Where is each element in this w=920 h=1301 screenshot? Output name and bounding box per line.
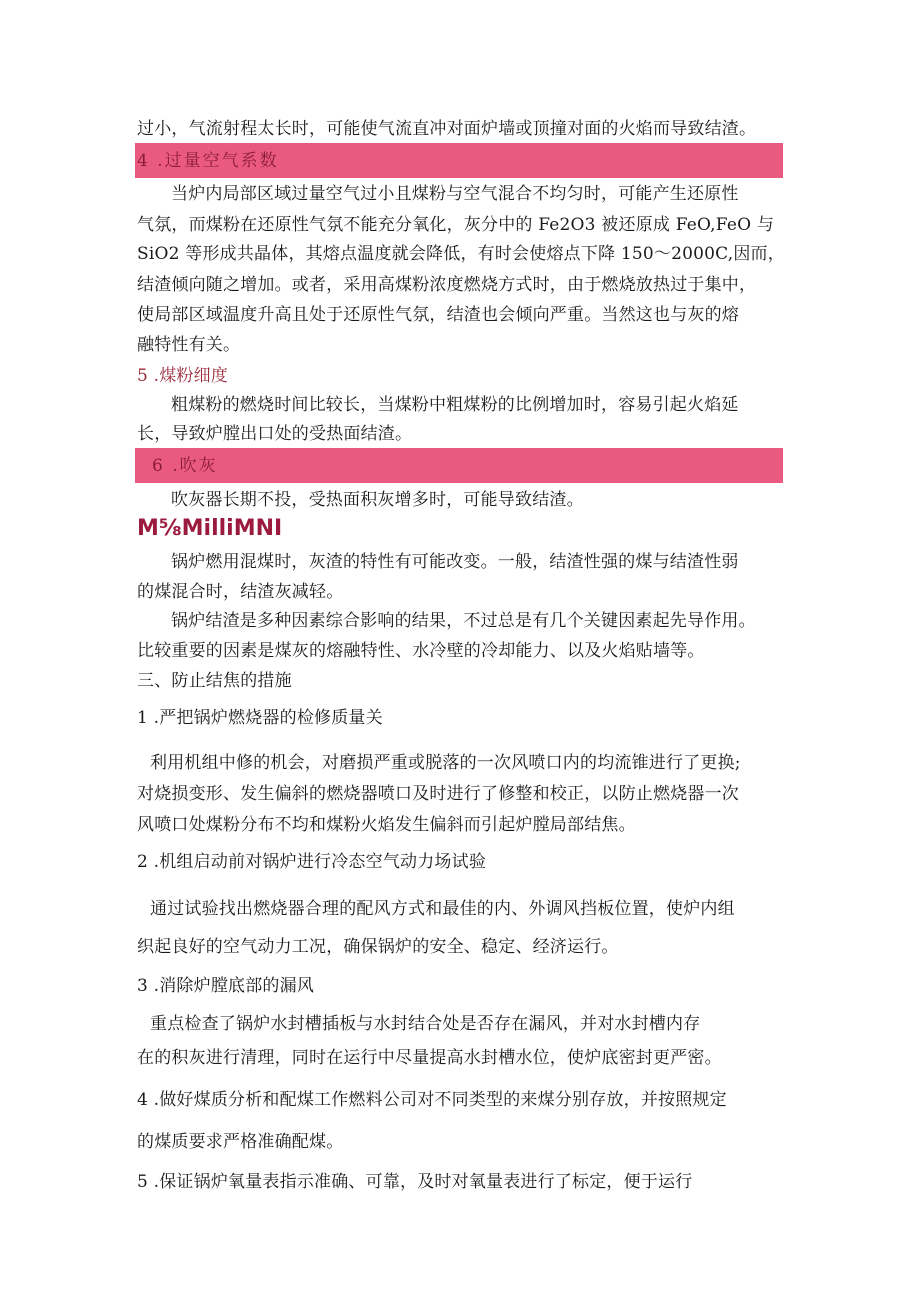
paragraph-line: 的煤质要求严格准确配煤。	[137, 1132, 344, 1152]
paragraph-line: 融特性有关。	[137, 335, 241, 355]
measure-heading: 4 .做好煤质分析和配煤工作燃料公司对不同类型的来煤分别存放，并按照规定	[137, 1090, 727, 1110]
paragraph-line: 锅炉结渣是多种因素综合影响的结果，不过总是有几个关键因素起先导作用。	[171, 611, 756, 631]
measure-heading: 5 .保证锅炉氧量表指示准确、可靠，及时对氧量表进行了标定，便于运行	[137, 1172, 693, 1192]
paragraph-line: 气氛，而煤粉在还原性气氛不能充分氧化，灰分中的 Fe2O3 被还原成 FeO,FeO 与	[137, 215, 775, 235]
paragraph-line: 的煤混合时，结渣灰减轻。	[137, 582, 344, 602]
paragraph-line: 结渣倾向随之增加。或者，采用高煤粉浓度燃烧方式时，由于燃烧放热过于集中，	[137, 275, 757, 295]
measure-heading: 1 .严把锅炉燃烧器的检修质量关	[137, 708, 383, 728]
paragraph-line: 通过试验找出燃烧器合理的配风方式和最佳的内、外调风挡板位置，使炉内组	[150, 899, 735, 919]
paragraph-line: 比较重要的因素是煤灰的熔融特性、水冷壁的冷却能力、以及火焰贴墙等。	[137, 641, 705, 661]
highlight-bar	[135, 448, 783, 483]
paragraph-line: 锅炉燃用混煤时，灰渣的特性有可能改变。一般，结渣性强的煤与结渣性弱	[171, 552, 739, 572]
garbled-heading: M⅝MilliMNI	[137, 516, 283, 541]
section-heading: 5 .煤粉细度	[137, 366, 229, 386]
paragraph-line: 织起良好的空气动力工况，确保锅炉的安全、稳定、经济运行。	[137, 937, 619, 957]
paragraph-line: 粗煤粉的燃烧时间比较长，当煤粉中粗煤粉的比例增加时，容易引起火焰延	[171, 395, 739, 415]
paragraph-line: 吹灰器长期不投，受热面积灰增多时，可能导致结渣。	[171, 490, 584, 510]
paragraph-line: 当炉内局部区域过量空气过小且煤粉与空气混合不均匀时，可能产生还原性	[171, 184, 739, 204]
paragraph-line: SiO2 等形成共晶体，其熔点温度就会降低，有时会使熔点下降 150～2000C,因而，	[137, 244, 785, 264]
paragraph-line: 重点检查了锅炉水封槽插板与水封结合处是否存在漏风，并对水封槽内存	[150, 1014, 701, 1034]
measure-heading: 3 .消除炉膛底部的漏风	[137, 976, 315, 996]
paragraph-line: 长，导致炉膛出口处的受热面结渣。	[137, 424, 413, 444]
section-heading: 6 .吹灰	[152, 456, 218, 476]
paragraph-line: 对烧损变形、发生偏斜的燃烧器喷口及时进行了修整和校正，以防止燃烧器一次	[137, 784, 739, 804]
paragraph-line: 使局部区域温度升高且处于还原性气氛，结渣也会倾向严重。当然这也与灰的熔	[137, 305, 739, 325]
section-heading: 4 .过量空气系数	[137, 151, 279, 171]
paragraph-line: 在的积灰进行清理，同时在运行中尽量提高水封槽水位，使炉底密封更严密。	[137, 1048, 722, 1068]
section-title: 三、防止结焦的措施	[137, 671, 292, 691]
measure-heading: 2 .机组启动前对锅炉进行冷态空气动力场试验	[137, 852, 487, 872]
paragraph-line: 过小，气流射程太长时，可能使气流直冲对面炉墙或顶撞对面的火焰而导致结渣。	[137, 119, 757, 139]
paragraph-line: 风喷口处煤粉分布不均和煤粉火焰发生偏斜而引起炉膛局部结焦。	[137, 815, 636, 835]
paragraph-line: 利用机组中修的机会，对磨损严重或脱落的一次风喷口内的均流锥进行了更换;	[150, 753, 741, 773]
